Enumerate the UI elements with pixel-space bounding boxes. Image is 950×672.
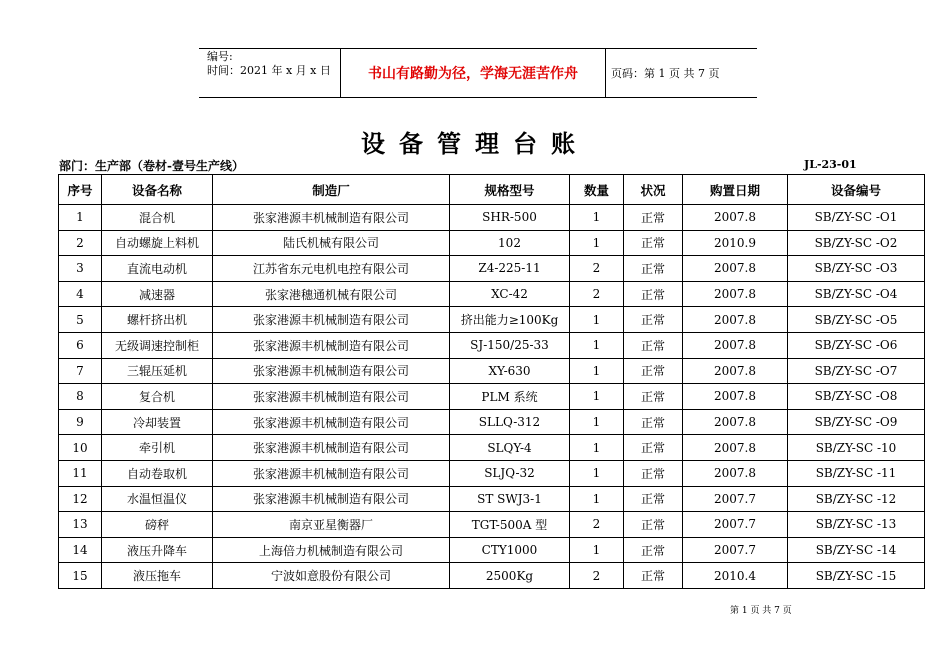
table-cell: 1 (570, 409, 624, 435)
table-cell: 12 (59, 486, 102, 512)
table-cell: 正常 (624, 281, 683, 307)
table-cell: 南京亚星衡器厂 (213, 512, 450, 538)
table-row (59, 384, 925, 410)
table-cell: 上海倍力机械制造有限公司 (213, 537, 450, 563)
table-cell: 正常 (624, 537, 683, 563)
table-cell: 102 (450, 230, 570, 256)
table-row (59, 358, 925, 384)
table-cell: 张家港源丰机械制造有限公司 (213, 205, 450, 231)
table-cell: 减速器 (102, 281, 213, 307)
table-cell: 张家港源丰机械制造有限公司 (213, 486, 450, 512)
table-cell: 液压拖车 (102, 563, 213, 589)
table-row (59, 205, 925, 231)
table-cell: 1 (570, 384, 624, 410)
table-row (59, 486, 925, 512)
table-cell: 2007.8 (683, 409, 788, 435)
table-cell: SB/ZY-SC -O2 (788, 230, 925, 256)
table-cell: 2 (570, 512, 624, 538)
table-cell: 混合机 (102, 205, 213, 231)
footer-page-number: 第 1 页 共 7 页 (730, 606, 792, 616)
department-label: 部门：生产部（卷材-壹号生产线） (59, 159, 244, 173)
table-cell: 张家港穗通机械有限公司 (213, 281, 450, 307)
table-cell: 张家港源丰机械制造有限公司 (213, 332, 450, 358)
table-cell: 正常 (624, 460, 683, 486)
column-header: 状况 (624, 175, 683, 205)
table-cell: SLLQ-312 (450, 409, 570, 435)
table-cell: 15 (59, 563, 102, 589)
table-cell: 液压升降车 (102, 537, 213, 563)
table-cell: 江苏省东元电机电控有限公司 (213, 256, 450, 282)
table-cell: 2007.8 (683, 307, 788, 333)
table-cell: SB/ZY-SC -O9 (788, 409, 925, 435)
page-title: 设备管理台账 (361, 130, 589, 158)
table-row (59, 409, 925, 435)
table-cell: SB/ZY-SC -O5 (788, 307, 925, 333)
table-row (59, 256, 925, 282)
table-cell: SLJQ-32 (450, 460, 570, 486)
table-cell: 2 (570, 563, 624, 589)
table-cell: 正常 (624, 358, 683, 384)
table-row (59, 307, 925, 333)
equipment-ledger-table (58, 174, 925, 589)
table-cell: SLQY-4 (450, 435, 570, 461)
table-cell: 复合机 (102, 384, 213, 410)
table-cell: SB/ZY-SC -O4 (788, 281, 925, 307)
table-cell: 3 (59, 256, 102, 282)
table-cell: 2007.8 (683, 205, 788, 231)
table-cell: 正常 (624, 486, 683, 512)
table-cell: 2007.7 (683, 486, 788, 512)
table-cell: SB/ZY-SC -O3 (788, 256, 925, 282)
table-cell: SJ-150/25-33 (450, 332, 570, 358)
table-cell: 1 (570, 307, 624, 333)
document-code: JL-23-01 (804, 158, 857, 171)
table-row (59, 512, 925, 538)
table-cell: TGT-500A 型 (450, 512, 570, 538)
number-label: 编号: (207, 50, 233, 63)
table-cell: SB/ZY-SC -14 (788, 537, 925, 563)
table-cell: 1 (570, 230, 624, 256)
date-text: 时间：2021 年 x 月 x 日 (207, 64, 331, 77)
table-cell: 2010.4 (683, 563, 788, 589)
table-cell: 张家港源丰机械制造有限公司 (213, 435, 450, 461)
table-cell: 张家港源丰机械制造有限公司 (213, 358, 450, 384)
table-cell: SB/ZY-SC -13 (788, 512, 925, 538)
table-cell: CTY1000 (450, 537, 570, 563)
header-page-number: 页码：第 1 页 共 7 页 (611, 67, 720, 80)
document-header (199, 48, 757, 98)
table-cell: 1 (570, 205, 624, 231)
table-cell: 张家港源丰机械制造有限公司 (213, 460, 450, 486)
table-cell: 1 (570, 486, 624, 512)
table-cell: 13 (59, 512, 102, 538)
table-cell: 2010.9 (683, 230, 788, 256)
table-cell: 磅秤 (102, 512, 213, 538)
table-cell: XY-630 (450, 358, 570, 384)
table-cell: SB/ZY-SC -11 (788, 460, 925, 486)
table-cell: 直流电动机 (102, 256, 213, 282)
column-header: 序号 (59, 175, 102, 205)
table-cell: 正常 (624, 307, 683, 333)
table-row (59, 332, 925, 358)
table-cell: 宁波如意股份有限公司 (213, 563, 450, 589)
table-cell: 14 (59, 537, 102, 563)
table-cell: 4 (59, 281, 102, 307)
table-cell: 牵引机 (102, 435, 213, 461)
table-cell: 正常 (624, 205, 683, 231)
table-cell: ST SWJ3-1 (450, 486, 570, 512)
column-header: 制造厂 (213, 175, 450, 205)
table-cell: 正常 (624, 563, 683, 589)
table-cell: SB/ZY-SC -O7 (788, 358, 925, 384)
table-cell: 自动卷取机 (102, 460, 213, 486)
table-cell: 1 (570, 537, 624, 563)
table-cell: 2007.8 (683, 384, 788, 410)
table-cell: 无级调速控制柜 (102, 332, 213, 358)
table-cell: 正常 (624, 332, 683, 358)
table-cell: 2007.7 (683, 512, 788, 538)
table-cell: 张家港源丰机械制造有限公司 (213, 384, 450, 410)
table-cell: 2 (570, 281, 624, 307)
table-cell: 2007.8 (683, 435, 788, 461)
table-cell: 1 (570, 460, 624, 486)
table-row (59, 435, 925, 461)
table-cell: 2007.8 (683, 460, 788, 486)
table-cell: 陆氏机械有限公司 (213, 230, 450, 256)
table-row (59, 537, 925, 563)
table-cell: SB/ZY-SC -15 (788, 563, 925, 589)
column-header: 规格型号 (450, 175, 570, 205)
table-cell: 水温恒温仪 (102, 486, 213, 512)
table-cell: XC-42 (450, 281, 570, 307)
table-cell: 2007.8 (683, 281, 788, 307)
table-cell: 2 (59, 230, 102, 256)
table-cell: SB/ZY-SC -12 (788, 486, 925, 512)
column-header: 数量 (570, 175, 624, 205)
table-cell: SHR-500 (450, 205, 570, 231)
table-cell: 张家港源丰机械制造有限公司 (213, 409, 450, 435)
table-row (59, 230, 925, 256)
table-cell: 10 (59, 435, 102, 461)
table-cell: 1 (59, 205, 102, 231)
table-cell: SB/ZY-SC -O6 (788, 332, 925, 358)
table-row (59, 563, 925, 589)
table-cell: 1 (570, 358, 624, 384)
table-cell: 正常 (624, 409, 683, 435)
table-cell: 11 (59, 460, 102, 486)
table-row (59, 281, 925, 307)
table-cell: SB/ZY-SC -O1 (788, 205, 925, 231)
table-cell: 2007.8 (683, 256, 788, 282)
table-cell: 张家港源丰机械制造有限公司 (213, 307, 450, 333)
table-cell: 9 (59, 409, 102, 435)
header-meta-cell (199, 49, 341, 97)
table-cell: 2007.7 (683, 537, 788, 563)
table-cell: 正常 (624, 384, 683, 410)
table-cell: 正常 (624, 230, 683, 256)
table-cell: 1 (570, 435, 624, 461)
motto-text: 书山有路勤为径，学海无涯苦作舟 (341, 49, 606, 97)
table-row (59, 460, 925, 486)
table-cell: 2007.8 (683, 332, 788, 358)
table-body (59, 205, 925, 589)
table-cell: 正常 (624, 435, 683, 461)
table-cell: 冷却装置 (102, 409, 213, 435)
table-cell: 2007.8 (683, 358, 788, 384)
table-cell: 正常 (624, 512, 683, 538)
table-cell: 2 (570, 256, 624, 282)
table-cell: Z4-225-11 (450, 256, 570, 282)
table-cell: 1 (570, 332, 624, 358)
table-cell: PLM 系统 (450, 384, 570, 410)
table-cell: 三辊压延机 (102, 358, 213, 384)
table-cell: 螺杆挤出机 (102, 307, 213, 333)
table-cell: 8 (59, 384, 102, 410)
column-header: 设备编号 (788, 175, 925, 205)
table-cell: 2500Kg (450, 563, 570, 589)
table-cell: SB/ZY-SC -10 (788, 435, 925, 461)
column-header: 设备名称 (102, 175, 213, 205)
column-header: 购置日期 (683, 175, 788, 205)
table-cell: 6 (59, 332, 102, 358)
table-header-row (59, 175, 925, 205)
table-cell: 挤出能力≥100Kg (450, 307, 570, 333)
table-cell: SB/ZY-SC -O8 (788, 384, 925, 410)
table-cell: 5 (59, 307, 102, 333)
table-cell: 自动螺旋上料机 (102, 230, 213, 256)
table-cell: 7 (59, 358, 102, 384)
table-cell: 正常 (624, 256, 683, 282)
